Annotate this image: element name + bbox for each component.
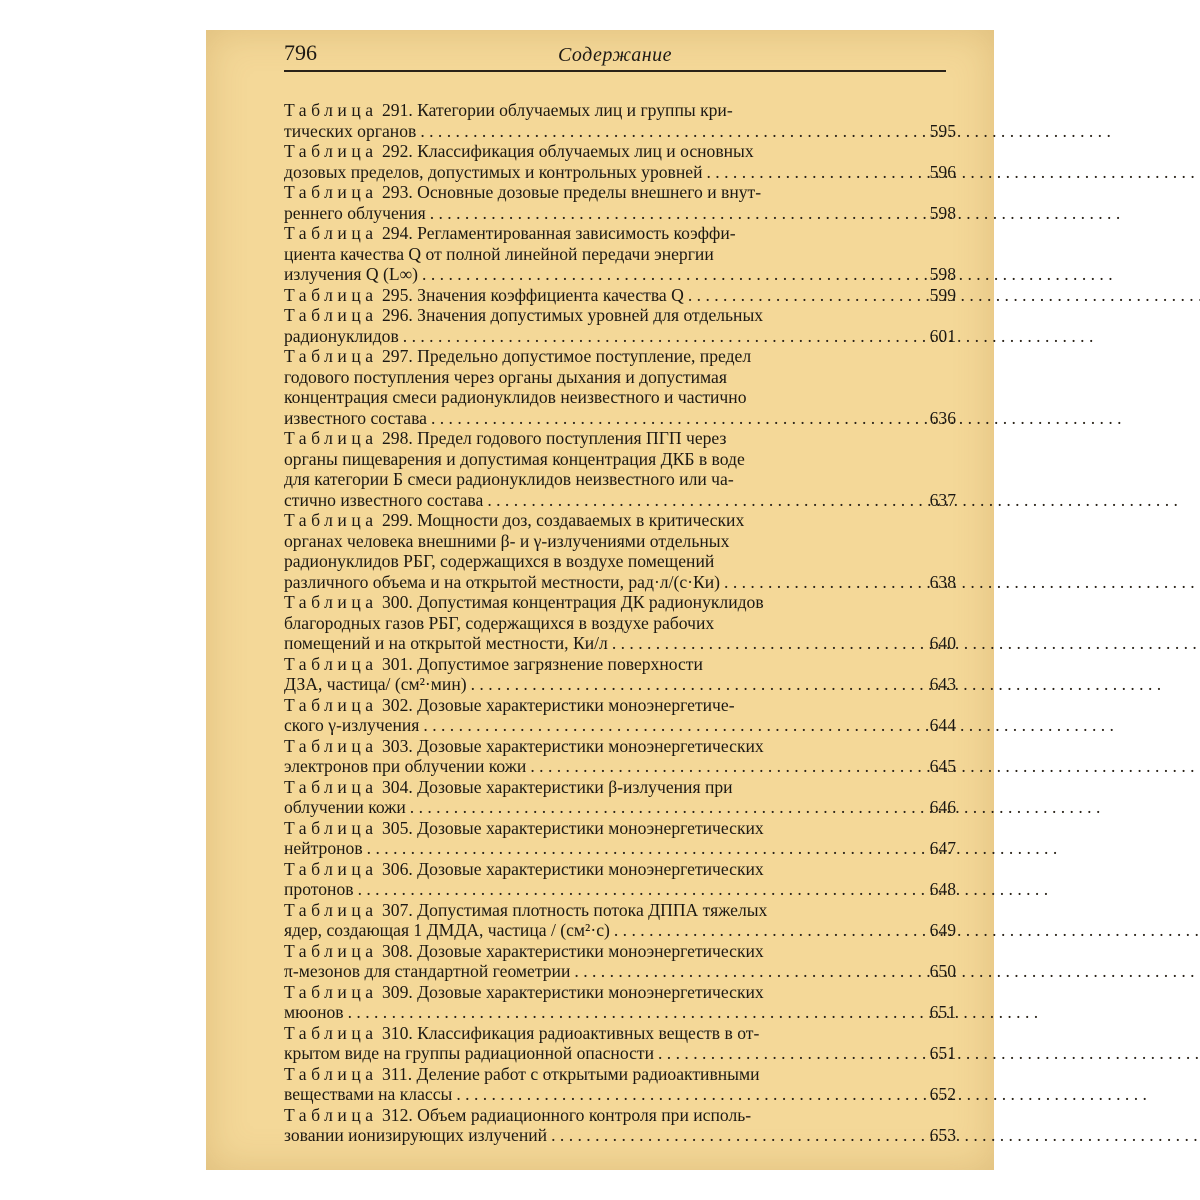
entry-title-line: π-мезонов для стандартной геометрии [284, 961, 571, 981]
entry-title-line: годового поступления через органы дыхания и допустимая [284, 366, 727, 387]
entry-title-line: Дозовые характеристики β-излучения при [417, 776, 733, 797]
entry-title-line: Классификация радиоактивных веществ в от- [417, 1022, 760, 1043]
entry-title-line: радионуклидов РБГ, содержащихся в воздухе помещений [284, 551, 715, 571]
entry-title-line: Дозовые характеристики моноэнергетических [417, 735, 764, 756]
dot-leader [471, 674, 1162, 694]
table-number: 304. [381, 776, 413, 797]
entry-page-number: 599 [929, 284, 956, 305]
entry-title-line: облучении кожи [284, 797, 406, 817]
entry-page-number: 645 [929, 756, 956, 776]
entry-title-line: Предел годового поступления ПГП через [417, 428, 727, 448]
table-number: 300. [381, 592, 413, 612]
contents-entry [284, 346, 956, 428]
entry-title-line: Дозовые характеристики моноэнергетических [417, 940, 764, 961]
entry-title-line: веществами на классы [284, 1084, 453, 1104]
table-keyword: Таблица [284, 1022, 378, 1043]
entry-page-number: 651 [929, 1002, 956, 1022]
entry-title-line: Предельно допустимое поступление, предел [417, 346, 752, 366]
table-number: 298. [381, 428, 413, 448]
entry-title-line: нейтронов [284, 838, 363, 858]
table-keyword: Таблица [284, 305, 378, 325]
entry-title-line: Основные дозовые пределы внешнего и внут- [417, 182, 762, 202]
table-number: 310. [381, 1022, 413, 1043]
entry-title-line: ДЗА, частица/ (см²·мин) [284, 674, 467, 694]
contents-entry [284, 941, 956, 982]
table-number: 295. [381, 284, 413, 305]
table-keyword: Таблица [284, 981, 378, 1002]
contents-list [284, 100, 956, 1146]
entry-title-line: ядер, создающая 1 ДМДА, частица / (см²·с) [284, 920, 610, 940]
table-keyword: Таблица [284, 182, 378, 202]
table-keyword: Таблица [284, 510, 378, 530]
table-number: 292. [381, 141, 413, 161]
entry-page-number: 650 [929, 961, 956, 981]
dot-leader [724, 572, 1200, 592]
entry-title-line: тических органов [284, 120, 417, 141]
entry-title-line: стично известного состава [284, 489, 484, 510]
entry-title-line: Значения коэффициента качества Q [417, 284, 684, 305]
entry-title-line: для категории Б смеси радионуклидов неизвестного или ча- [284, 469, 734, 489]
entry-page-number: 647 [929, 838, 956, 858]
entry-title-line: Допустимое загрязнение поверхности [417, 653, 703, 674]
contents-entry [284, 305, 956, 346]
table-keyword: Таблица [284, 428, 378, 448]
contents-entry [284, 736, 956, 777]
table-keyword: Таблица [284, 223, 378, 243]
entry-title-line: мюонов [284, 1002, 344, 1022]
entry-title-line: Дозовые характеристики моноэнергетиче- [417, 694, 735, 715]
entry-page-number: 644 [929, 715, 956, 735]
table-number: 294. [381, 223, 413, 243]
entry-page-number: 601 [929, 325, 956, 346]
table-keyword: Таблица [284, 940, 378, 961]
entry-page-number: 643 [929, 674, 956, 694]
page-header [284, 36, 946, 72]
contents-entry [284, 1023, 956, 1064]
entry-page-number: 636 [929, 407, 956, 428]
entry-page-number: 649 [929, 920, 956, 940]
table-number: 303. [381, 735, 413, 756]
table-keyword: Таблица [284, 735, 378, 756]
entry-page-number: 646 [929, 797, 956, 817]
dot-leader [530, 756, 1200, 776]
contents-entry [284, 592, 956, 654]
entry-title-line: органы пищеварения и допустимая концентрация ДКБ в воде [284, 448, 745, 469]
table-keyword: Таблица [284, 100, 378, 120]
entry-page-number: 598 [929, 264, 956, 284]
entry-title-line: Значения допустимых уровней для отдельных [417, 305, 764, 325]
table-keyword: Таблица [284, 284, 378, 305]
entry-page-number: 595 [929, 120, 956, 141]
entry-title-line: известного состава [284, 407, 427, 428]
page-title: Содержание [557, 44, 673, 66]
entry-title-line: Регламентированная зависимость коэффи- [417, 223, 736, 243]
contents-entry [284, 510, 956, 592]
entry-title-line: зовании ионизирующих излучений [284, 1125, 548, 1145]
contents-entry [284, 223, 956, 285]
entry-title-line: протонов [284, 879, 354, 899]
page-number: 796 [284, 40, 317, 65]
entry-title-line: различного объема и на открытой местности, рад·л/(с·Ки) [284, 571, 721, 592]
entry-title-line: электронов при облучении кожи [284, 756, 527, 776]
entry-page-number: 596 [929, 161, 956, 182]
entry-title-line: Дозовые характеристики моноэнергетических [417, 858, 764, 879]
entry-page-number: 640 [929, 633, 956, 653]
table-keyword: Таблица [284, 141, 378, 161]
table-keyword: Таблица [284, 899, 378, 920]
dot-leader [574, 961, 1200, 981]
entry-title-line: циента качества Q от полной линейной передачи энергии [284, 243, 714, 264]
entry-title-line: реннего облучения [284, 202, 426, 223]
entry-title-line: крытом виде на группы радиационной опасности [284, 1043, 654, 1063]
dot-leader [410, 797, 1101, 817]
entry-title-line: радионуклидов [284, 325, 399, 346]
dot-leader [551, 1125, 1200, 1145]
entry-title-line: помещений и на открытой местности, Ки/л [284, 633, 608, 653]
dot-leader [487, 490, 1178, 510]
entry-title-line: органах человека внешними β- и γ-излучениями отдельных [284, 530, 730, 551]
entry-title-line: Мощности доз, создаваемых в критических [417, 510, 745, 530]
contents-entry [284, 1064, 956, 1105]
entry-title-line: излучения Q (L∞) [284, 264, 419, 284]
table-number: 306. [381, 858, 413, 879]
contents-entry [284, 777, 956, 818]
book-page [206, 30, 994, 1170]
dot-leader [423, 715, 1114, 735]
contents-entry [284, 859, 956, 900]
table-number: 305. [381, 817, 413, 838]
entry-page-number: 652 [929, 1084, 956, 1104]
table-keyword: Таблица [284, 653, 378, 674]
entry-title-line: Дозовые характеристики моноэнергетических [417, 981, 764, 1002]
entry-title-line: Допустимая концентрация ДК радионуклидов [417, 592, 764, 612]
contents-entry [284, 1105, 956, 1146]
contents-entry [284, 900, 956, 941]
table-keyword: Таблица [284, 592, 378, 612]
table-number: 311. [381, 1063, 413, 1084]
dot-leader [420, 121, 1111, 141]
contents-entry [284, 182, 956, 223]
contents-entry [284, 141, 956, 182]
table-number: 301. [381, 653, 413, 674]
table-number: 296. [381, 305, 413, 325]
entry-page-number: 651 [929, 1043, 956, 1063]
contents-entry [284, 100, 956, 141]
table-number: 291. [381, 100, 413, 120]
table-number: 312. [381, 1104, 413, 1125]
entry-title-line: благородных газов РБГ, содержащихся в воздухе рабочих [284, 612, 715, 633]
dot-leader [456, 1084, 1147, 1104]
dot-leader [403, 326, 1094, 346]
entry-title-line: ского γ-излучения [284, 715, 420, 735]
entry-page-number: 637 [929, 489, 956, 510]
contents-entry [284, 428, 956, 510]
table-number: 297. [381, 346, 413, 366]
table-keyword: Таблица [284, 817, 378, 838]
table-number: 309. [381, 981, 413, 1002]
table-keyword: Таблица [284, 694, 378, 715]
entry-title-line: Классификация облучаемых лиц и основных [417, 141, 754, 161]
entry-title-line: Допустимая плотность потока ДППА тяжелых [417, 899, 768, 920]
table-keyword: Таблица [284, 346, 378, 366]
entry-title-line: Категории облучаемых лиц и группы кри- [417, 100, 733, 120]
table-keyword: Таблица [284, 1063, 378, 1084]
entry-title-line: дозовых пределов, допустимых и контрольных уровней [284, 161, 703, 182]
contents-entry [284, 654, 956, 695]
table-keyword: Таблица [284, 858, 378, 879]
entry-title-line: концентрация смеси радионуклидов неизвестного и частично [284, 387, 747, 407]
table-number: 308. [381, 940, 413, 961]
dot-leader [430, 203, 1121, 223]
entry-title-line: Объем радиационного контроля при исполь- [417, 1104, 752, 1125]
table-keyword: Таблица [284, 1104, 378, 1125]
table-keyword: Таблица [284, 776, 378, 797]
entry-page-number: 648 [929, 879, 956, 899]
contents-entry [284, 285, 956, 306]
contents-entry [284, 695, 956, 736]
dot-leader [431, 408, 1122, 428]
entry-page-number: 598 [929, 202, 956, 223]
table-number: 293. [381, 182, 413, 202]
dot-leader [422, 264, 1113, 284]
entry-title-line: Деление работ с открытыми радиоактивными [416, 1063, 760, 1084]
entry-title-line: Дозовые характеристики моноэнергетических [417, 817, 764, 838]
table-number: 307. [381, 899, 413, 920]
entry-page-number: 638 [929, 571, 956, 592]
entry-page-number: 653 [929, 1125, 956, 1145]
table-number: 299. [381, 510, 413, 530]
contents-entry [284, 982, 956, 1023]
table-number: 302. [381, 694, 413, 715]
contents-entry [284, 818, 956, 859]
